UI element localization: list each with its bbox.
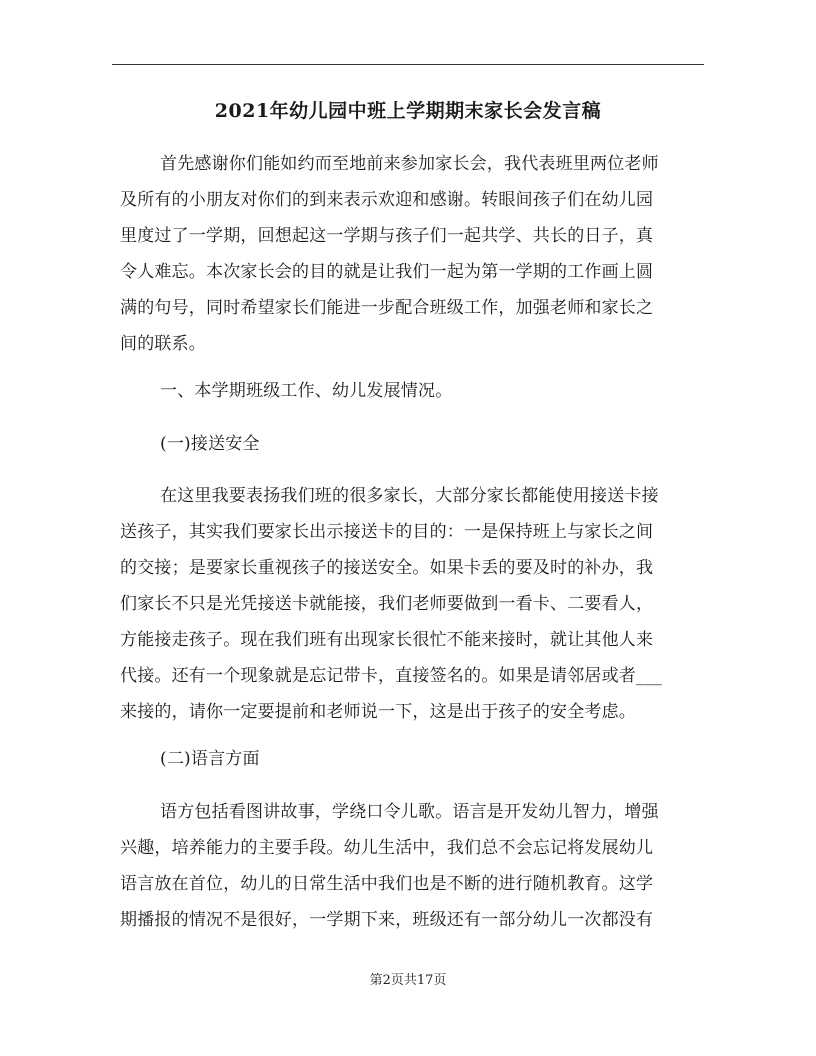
paragraph-line: 方能接走孩子。现在我们班有出现家长很忙不能来接时，就让其他人来 bbox=[120, 630, 654, 650]
section-heading-1 bbox=[120, 373, 705, 409]
paragraph-line: 送孩子，其实我们要家长出示接送卡的目的：一是保持班上与家长之间 bbox=[120, 522, 654, 542]
paragraph-line: 满的句号，同时希望家长们能进一步配合班级工作，加强老师和家长之 bbox=[120, 298, 654, 318]
paragraph-line: 语方包括看图讲故事，学绕口令儿歌。语言是开发幼儿智力，增强 bbox=[160, 802, 659, 822]
paragraph-line: 兴趣，培养能力的主要手段。幼儿生活中，我们总不会忘记将发展幼儿 bbox=[120, 838, 654, 858]
section-heading-text: 一、本学期班级工作、幼儿发展情况。 bbox=[160, 381, 453, 401]
subsection-heading-pickup bbox=[120, 426, 705, 462]
paragraph-line: 令人难忘。本次家长会的目的就是让我们一起为第一学期的工作画上圆 bbox=[120, 262, 654, 282]
paragraph-pickup-safety bbox=[120, 478, 705, 730]
paragraph-line: 首先感谢你们能如约而至地前来参加家长会，我代表班里两位老师 bbox=[160, 154, 659, 174]
page-number-footer: 第2页共17页 bbox=[369, 973, 447, 988]
paragraph-intro bbox=[120, 146, 705, 362]
subsection-heading-language bbox=[120, 741, 705, 777]
paragraph-line: 代接。还有一个现象就是忘记带卡，直接签名的。如果是请邻居或者___ bbox=[120, 666, 663, 686]
paragraph-line: 里度过了一学期，回想起这一学期与孩子们一起共学、共长的日子，真 bbox=[120, 226, 654, 246]
paragraph-line: 们家长不只是光凭接送卡就能接，我们老师要做到一看卡、二要看人， bbox=[120, 594, 654, 614]
paragraph-line: 的交接；是要家长重视孩子的接送安全。如果卡丢的要及时的补办，我 bbox=[120, 558, 654, 578]
document-title: 2021年幼儿园中班上学期期末家长会发言稿 bbox=[214, 100, 602, 122]
subsection-heading-text: (一)接送安全 bbox=[160, 434, 260, 454]
paragraph-line: 期播报的情况不是很好，一学期下来，班级还有一部分幼儿一次都没有 bbox=[120, 910, 654, 930]
paragraph-line: 及所有的小朋友对你们的到来表示欢迎和感谢。转眼间孩子们在幼儿园 bbox=[120, 190, 654, 210]
paragraph-language bbox=[120, 794, 705, 938]
paragraph-line: 来接的，请你一定要提前和老师说一下，这是出于孩子的安全考虑。 bbox=[120, 702, 636, 722]
subsection-heading-text: (二)语言方面 bbox=[160, 749, 260, 769]
paragraph-line: 在这里我要表扬我们班的很多家长，大部分家长都能使用接送卡接 bbox=[160, 486, 659, 506]
paragraph-line: 间的联系。 bbox=[120, 334, 206, 354]
header-rule bbox=[112, 64, 704, 65]
paragraph-line: 语言放在首位，幼儿的日常生活中我们也是不断的进行随机教育。这学 bbox=[120, 874, 654, 894]
